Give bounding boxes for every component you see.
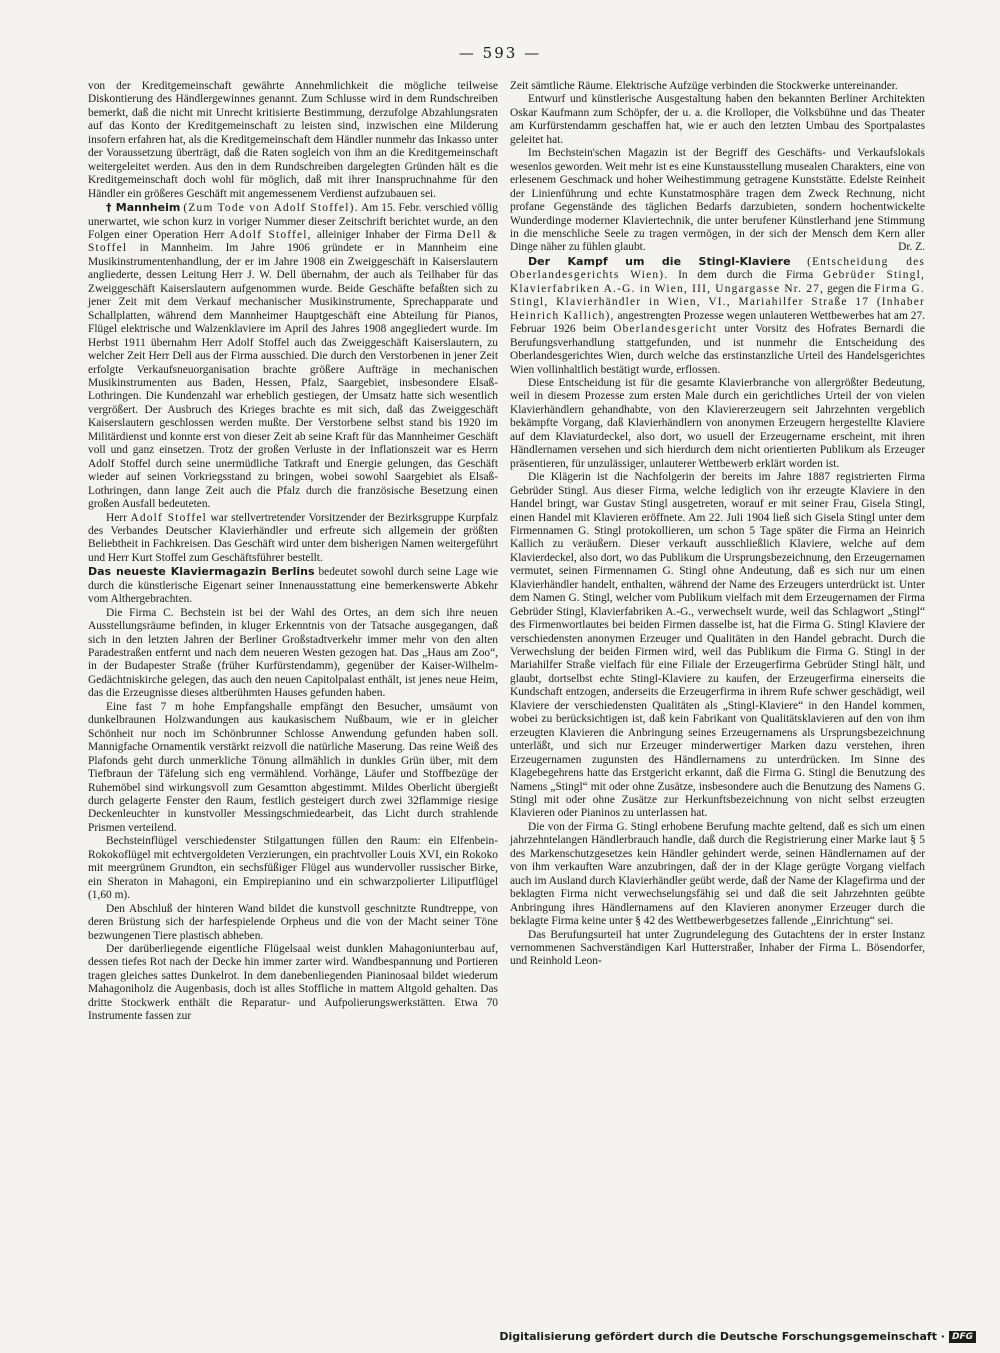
paragraph: Bechsteinflügel verschiedenster Stilgattungen füllen den Raum: ein Elfenbein-Rokokoflügel mit echtvergoldeten Verzierungen, ein prachtvoller Louis XVI, ein Rokoko mit meergrünem Grundton, ein sechsfüßiger Flügel aus wundervoller russischer Birke, ein Sheraton in Mahagoni, ein Empirepianino und ein schwarzpolierter Liliputflügel (1,60 m). [88,835,498,902]
left-column [88,80,498,1024]
paragraph: Den Abschluß der hinteren Wand bildet die kunstvoll geschnitzte Rundtreppe, von deren Brüstung sich der harfespielende Orpheus und die von der Macht seiner Töne bezwungenen Tiere plastisch abheben. [88,902,498,942]
author-signature: Dr. Z. [898,241,925,254]
paragraph: Eine fast 7 m hohe Empfangshalle empfängt den Besucher, umsäumt von dunkelbraunen Holzwandungen aus kaukasischem Nußbaum, wie er in gleicher Schönheit nur noch im Schönbrunner Schlosse Anwendung gefunden haben soll. Mannigfache Ornamentik verstärkt reizvoll die natürliche Maserung. Das reine Weiß des Plafonds geht durch unmerkliche Tönung allmählich in dunkles Grün über, mit dem Tiefbraun der Täfelung sich eng vermählend. Vorhänge, Läufer und Stoffbezüge der Ruhemöbel sind wirkungsvoll zum Gesamtton abgestimmt. Mildes Oberlicht übergießt durch gelagerte Fenster den Raum, festlich gesteigert durch zwei 32flammige riesige Deckenleuchter in kunstvoller Messingschmiedearbeit, das Licht durch strahlende Prismen verteilend. [88,700,498,834]
paragraph: Herr Adolf Stoffel war stellvertretender Vorsitzender der Bezirksgruppe Kurpfalz des Verbandes Deutscher Klavierhändler und erfreute sich allgemein der größten Beliebtheit in Fachkreisen. Das Geschäft wird unter dem bisherigen Namen weitergeführt und Herr Kurt Stoffel zum Geschäftsführer bestellt. [88,511,498,564]
page-number: — 593 — [458,44,542,62]
paragraph: Die von der Firma G. Stingl erhobene Berufung machte geltend, daß es sich um einen jahrzehntelangen Händlerbrauch handle, daß durch die Registrierung einer Marke laut § 5 des Markenschutzgesetzes kein Händler gehindert werde, seinen Händlernamen auf der von ihm verkauften Ware anzubringen, daß der in der Klage gerügte Vorgang vielfach auch im Ausland durch Klavierhändler geübt werde, daß der Name der Klagefirma und der beklagten Firma nicht verwechselungsfähig sei und daß die seit Jahrzehnten geübte Anbringung ihres Händlernamens auf den Klavieren anonymer Erzeuger durch die beklagte Firma keine unter § 42 des Wettbewerbgesetzes fallende „Einrichtung“ sei. [510,820,925,928]
paragraph: Diese Entscheidung ist für die gesamte Klavierbranche von allergrößter Bedeutung, weil in diesem Prozesse zum ersten Male durch ein gerichtliches Urteil der von vielen Klavierhändlern gehandhabte, von den Klaviererzeugern seit Jahrzehnten vergeblich bekämpfte Vorgang, daß Klavierhändlern von anonymen Erzeugern hergestellte Klaviere auf dem Klaviaturdeckel, also dort, wo usuell der Erzeugername erscheint, mit ihren Händlernamen versehen und sich hierdurch dem nicht orientierten Publikum als Erzeuger präsentieren, für unzulässiger, unlauterer Wettbewerb erklärt worden ist. [510,376,925,470]
section-heading: Der Kampf um die Stingl-Klaviere [528,254,791,268]
section-heading: † Mannheim [106,201,181,215]
paragraph: Das Berufungsurteil hat unter Zugrundelegung des Gutachtens der in erster Instanz vernommenen Sachverständigen Karl Hutterstraßer, Inhaber der Firma L. Bösendorfer, und Reinhold Leon- [510,928,925,968]
paragraph: Entwurf und künstlerische Ausgestaltung haben den bekannten Berliner Architekten Oskar Kaufmann zum Schöpfer, der u. a. die Krolloper, die Volksbühne und das Theater am Kurfürstendamm geschaffen hat, wie er auch den letzten Umbau des Sportpalastes geleitet hat. [510,93,925,146]
paragraph: Die Firma C. Bechstein ist bei der Wahl des Ortes, an dem sich ihre neuen Ausstellungsräume befinden, in kluger Erkenntnis von der Tatsache ausgegangen, daß sich in den letzten Jahren der Berliner Großstadtverkehr immer mehr von den alten Paradestraßen entfernt und nach dem neueren Westen gezogen hat. Das „Haus am Zoo“, in der Budapester Straße (früher Kurfürstendamm), gegenüber der Kaiser-Wilhelm-Gedächtniskirche gelegen, das auch den neuen Capitolpalast enthält, ist jenes neue Heim, das die Erzeugnisse dieses altberühmten Hauses gefunden haben. [88,606,498,700]
dfg-logo: DFG [949,1331,976,1343]
paragraph: Die Klägerin ist die Nachfolgerin der bereits im Jahre 1887 registrierten Firma Gebrüder Stingl. Aus dieser Firma, welche lediglich von ihr erzeugte Klaviere in den Handel bringt, war Gustav Stingl ausgetreten, worauf er mit seiner Frau, Gisela Stingl, einen Handel mit Klavieren eröffnete. Am 22. Juli 1904 ließ sich Gisela Stingl unter dem Firmennamen G. Stingl protokollieren, um schon 5 Tage später die Firma an Heinrich Kallich zu veräußern. Dieser verkauft ausschließlich Klaviere, welche auf dem Klavierdeckel, also dort, wo das Publikum die Ursprungsbezeichnung, den Erzeugernamen vermutet, seinen Firmennamen G. Stingl ohne Andeutung, daß es sich nur um einen Klavierhändler handelt, enthalten, während der Name des Erzeugers unterdrückt ist. Unter dem Namen G. Stingl, welcher vom Publikum vielfach mit dem Erzeugernamen der Firma Gebrüder Stingl, Klavierfabriken A.-G., verwechselt wurde, weil das Schlagwort „Stingl“ des Firmenwortlautes bei beiden Firmen dasselbe ist, hat die Firma G. Stingl Klaviere der verschiedensten anonymen Erzeuger und Qualitäten in den Handel gebracht. Durch die Verwechslung der beiden Firmen wird, weil das Publikum die Firma G. Stingl in der Mariahilfer Straße vielfach für eine Filiale der Erzeugerfirma Gebrüder Stingl hält, und glaubt, dortselbst echte Stingl-Klaviere zu kaufen, der Erzeugerfirma einerseits die Kundschaft entzogen, anderseits die Erzeugerfirma in ihrem Rufe schwer geschädigt, weil Klaviere der verschiedensten Qualitäten als „Stingl-Klaviere“ in den Handel kommen, wobei zu berücksichtigen ist, daß kein Fabrikant von Qualitätsklavieren auf den von ihm erzeugten Klavieren die Anbringung seines Erzeugernamens als Ursprungsbezeichnung unterläßt, und sich nur Erzeuger minderwertiger Marken dazu verstehen, ihren Erzeugernamen zugunsten des Händlernamens zu unterdrücken. Im Sinne des Klagebegehrens hatte das Erstgericht erkannt, daß die Firma G. Stingl die Benutzung des Namens „Stingl“ mit oder ohne Zusätze, insbesondere auch die Benutzung des Namens G. Stingl mit oder ohne Zusätze zur Herkunftsbezeichnung von nicht selbst erzeugten Klavieren oder Pianinos zu unterlassen hat. [510,471,926,820]
footer-credit [499,1330,976,1343]
paragraph: Im Bechstein'schen Magazin ist der Begriff des Geschäfts- und Verkaufslokals wesenlos geworden. Weit mehr ist es eine Kunstausstellung musealen Charakters, eine von erlesenem Geschmack und hoher Weihestimmung getragene Kunststätte. Edelste Reinheit der Linienführung und echte Kunstatmosphäre tragen dem Zweck Rechnung, nicht profane Gegenstände des täglichen Bedarfs darzubieten, sondern hochentwickelte Wunderdinge moderner Klaviertechnik, die unter berufener Künstlerhand jene Stimmung in die menschliche Seele zu tragen vermögen, in der sich der Mensch dem Kern aller Dinge näher zu fühlen glaubt. Dr. Z. [510,147,925,254]
right-column [510,80,925,969]
paragraph: Der darüberliegende eigentliche Flügelsaal weist dunklen Mahagoniunterbau auf, dessen tiefes Rot nach der Decke hin immer zarter wird. Wandbespannung und Portieren tragen gleiches sattes Dunkelrot. In dem danebenliegenden Pianinosaal bildet wiederum Mahagoniholz die Augenbasis, doch ist alles Stoffliche in mattem Altgold gehalten. Das dritte Stockwerk enthält die Reparatur- und Aufpolierungswerkstätten. Etwa 70 Instrumente fassen zur [88,943,498,1023]
paragraph: von der Kreditgemeinschaft gewährte Annehmlichkeit die mögliche teilweise Diskontierung des Händlergewinnes genannt. Zum Schlusse wird in dem Rundschreiben bemerkt, daß die nicht mit Unrecht kritisierte Bestimmung, derzufolge Abzahlungsraten auf das Konto der Kreditgemeinschaft zu leisten sind, inzwischen eine Milderung insofern erfahren hat, als die Kreditgemeinschaft dem Händler nunmehr das Inkasso unter der Voraussetzung überträgt, daß die Raten sogleich von ihm an die Kreditgemeinschaft weitergeleitet werden. Aus den in dem Rundschreiben dargelegten Gründen hält es die Kreditgemeinschaft doch wohl für möglich, daß mit ihrer Inanspruchnahme für den Händler ein größeres Geschäft mit angemessenem Verdienst aufzubauen sei. [88,80,498,200]
section-heading: Das neueste Klaviermagazin Berlins [88,565,315,579]
paragraph: Zeit sämtliche Räume. Elektrische Aufzüge verbinden die Stockwerke untereinander. [510,80,898,92]
paragraph-stingl: Der Kampf um die Stingl-Klaviere (Entscheidung des Oberlandesgerichts Wien). In dem durch die Firma Gebrüder Stingl, Klavierfabriken A.-G. in Wien, III, Ungargasse Nr. 27, gegen die Firma G. Stingl, Klavierhändler in Wien, VI., Mariahilfer Straße 17 (Inhaber Heinrich Kallich), angestrengten Prozesse wegen unlauteren Wettbewerbes hat am 27. Februar 1926 beim Oberlandesgericht unter Vorsitz des Hofrates Bernardi die Berufungsverhandlung stattgefunden, und ist nunmehr die Entscheidung des Oberlandesgerichtes Wien, durch welche das erstinstanzliche Urteil des Handelsgerichtes Wien vollinhaltlich bestätigt wurde, erflossen. [510,254,926,376]
footer-text: Digitalisierung gefördert durch die Deutsche Forschungsgemeinschaft · [499,1330,945,1343]
paragraph-mannheim: † Mannheim (Zum Tode von Adolf Stoffel). Am 15. Febr. verschied völlig unerwartet, wie schon kurz in voriger Nummer dieser Zeitschrift berichtet wurde, an den Folgen einer Operation Herr Adolf Stoffel, alleiniger Inhaber der Firma Dell & Stoffel in Mannheim. Im Jahre 1906 gründete er in Mannheim eine Musikinstrumentenhandlung, der er im Jahre 1908 ein Zweiggeschäft in Kaiserslautern angliederte, dessen Leitung Herr J. W. Dell übernahm, der auch als Teilhaber für das Zweiggeschäft Kaiserslautern aufgenommen wurde. Beide Geschäfte befaßten sich zu jener Zeit mit dem Verkauf mechanischer Musikinstrumente, Sprechapparate und Schallplatten, während dem Mannheimer Hauptgeschäft eine Abteilung für Pianos, Flügel elektrische und Walzenklaviere im April des Jahres 1908 angegliedert wurde. Im Herbst 1911 übernahm Herr Adolf Stoffel auch das Zweiggeschäft Kaiserslautern, zu welcher Zeit Herr Dell aus der Firma ausschied. Die durch den Verstorbenen in jener Zeit erfolgte Verkaufsneuorganisation brachte größere Aufträge in mechanischen Musikinstrumenten aus Baden, Hessen, Pfalz, Saargebiet, insbesondere Elsaß-Lothringen. Die Kundenzahl war erheblich gestiegen, der Umsatz hatte sich wesentlich vergrößert. Der Ausbruch des Krieges brachte es mit sich, daß das Zweiggeschäft Kaiserslautern geschlossen werden mußte. Der Verstorbene selbst stand bis 1920 im Militärdienst und konnte erst von dieser Zeit ab seine Kraft für das Mannheimer Geschäft voll und ganz einsetzen. Trotz der großen Verluste in der Inflationszeit war es Herrn Adolf Stoffel durch seine unermüdliche Tatkraft und Energie gelungen, das Geschäft wieder auf seinen Vorkriegsstand zu bringen, wobei sowohl Saargebiet als Elsaß-Lothringen, dann lange Zeit auch die Pfalz durch die französische Besetzung einen großen Ausfall bedeuteten. [88,201,498,511]
paragraph-klaviermagazin: Das neueste Klaviermagazin Berlins bedeutet sowohl durch seine Lage wie durch die künstlerische Eigenart seiner Innenausstattung eine bemerkenswerte Abkehr vom Althergebrachten. [88,565,498,606]
